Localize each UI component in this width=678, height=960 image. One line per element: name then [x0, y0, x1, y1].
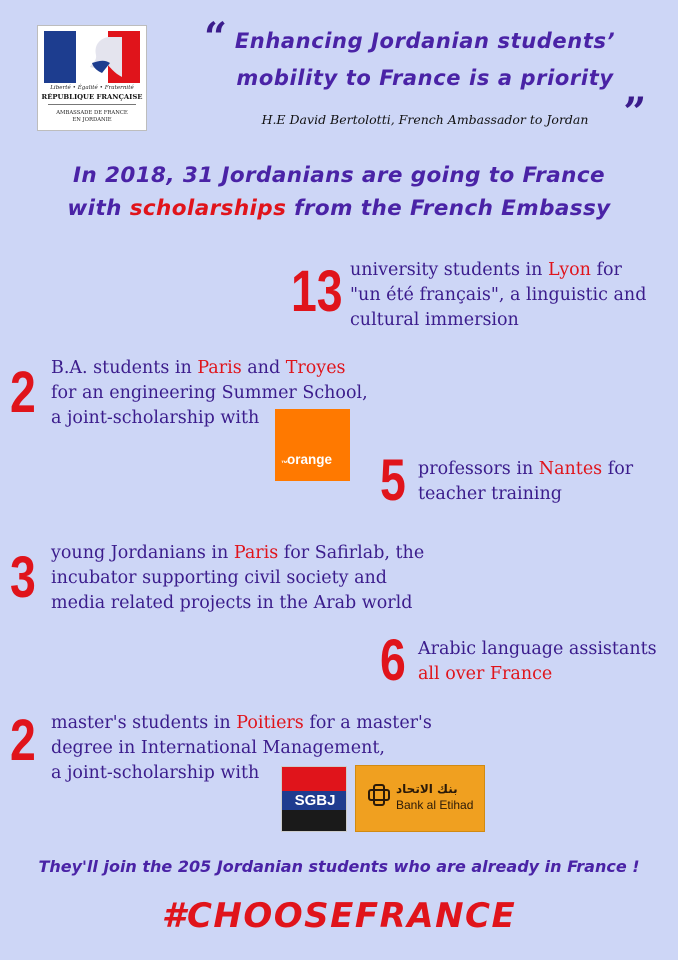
orange-logo-word: orange — [287, 452, 333, 467]
item-paris-troyes-line3: a joint-scholarship with — [51, 408, 260, 428]
hashtag: #CHOOSEFRANCE — [161, 896, 517, 936]
sgbj-logo — [281, 766, 347, 832]
sgbj-logo-text: SGBJ — [282, 791, 347, 810]
city-nantes: Nantes — [538, 459, 603, 479]
item-lyon-line2: "un été français", a linguistic and — [350, 285, 647, 305]
item-desc-assistants — [418, 637, 657, 687]
item-safirlab-line2: incubator supporting civil society and — [51, 568, 387, 588]
quote-line1: Enhancing Jordanian students’ — [234, 29, 616, 53]
item-nantes-pre: professors in — [418, 459, 539, 479]
item-lyon-pre: university students in — [350, 260, 548, 280]
item-paris-troyes-line2: for an engineering Summer School, — [51, 383, 368, 403]
logo-embassy — [38, 110, 146, 124]
footer-text: They'll join the 205 Jordanian students who are already in France ! — [38, 857, 640, 876]
headline-line1: In 2018, 31 Jordanians are going to France — [72, 163, 606, 188]
item-count-poitiers: 2 — [10, 708, 36, 773]
city-paris-safirlab: Paris — [233, 543, 279, 563]
item-poitiers-line3: a joint-scholarship with — [51, 763, 260, 783]
city-poitiers: Poitiers — [236, 713, 304, 733]
item-paris-troyes-line1 — [51, 356, 368, 381]
item-count-safirlab: 3 — [10, 545, 36, 610]
item-poitiers-line2: degree in International Management, — [51, 738, 385, 758]
item-safirlab-pre: young Jordanians in — [51, 543, 234, 563]
item-nantes-line2: teacher training — [418, 484, 562, 504]
embassy-logo — [37, 25, 147, 131]
city-troyes: Troyes — [285, 358, 346, 378]
quote-line2: mobility to France is a priority — [236, 66, 614, 90]
etihad-logo-english: Bank al Etihad — [396, 798, 474, 812]
headline-line2 — [0, 196, 678, 221]
headline-line2-pre: with — [67, 196, 130, 221]
item-lyon-line3: cultural immersion — [350, 310, 519, 330]
item-poitiers-line1 — [51, 711, 432, 736]
logo-republic: RÉPUBLIQUE FRANÇAISE — [41, 93, 143, 101]
logo-embassy-line1: AMBASSADE DE FRANCE — [56, 110, 128, 116]
etihad-emblem-icon — [366, 782, 392, 808]
item-safirlab-post: for Safirlab, the — [278, 543, 425, 563]
item-count-lyon: 13 — [291, 259, 343, 324]
item-poitiers-post: for a master's — [303, 713, 432, 733]
headline-highlight: scholarships — [129, 196, 287, 221]
item-desc-lyon — [350, 258, 646, 333]
city-lyon: Lyon — [547, 260, 591, 280]
item-lyon-post: for — [590, 260, 622, 280]
headline-line2-post: from the French Embassy — [286, 196, 611, 221]
item-desc-safirlab — [51, 541, 424, 616]
orange-logo-text — [281, 452, 333, 474]
quote-open-mark: “ — [204, 14, 228, 61]
city-all-over-france: all over France — [418, 664, 553, 684]
french-flag-marianne-icon — [44, 31, 140, 83]
etihad-logo-arabic: بنك الاتحاد — [396, 782, 458, 796]
item-nantes-post: for — [602, 459, 634, 479]
logo-divider — [48, 104, 136, 105]
logo-embassy-line2: EN JORDANIE — [72, 117, 112, 123]
item-lyon-line1 — [350, 258, 646, 283]
bank-al-etihad-logo — [355, 765, 485, 832]
item-paris-troyes-mid: and — [241, 358, 286, 378]
quote-attribution: H.E David Bertolotti, French Ambassador to Jordan — [261, 112, 589, 127]
item-desc-nantes — [418, 457, 633, 507]
item-safirlab-line3: media related projects in the Arab world — [51, 593, 413, 613]
logo-motto: Liberté • Égalité • Fraternité — [50, 85, 134, 91]
item-safirlab-line1 — [51, 541, 424, 566]
orange-logo — [275, 409, 350, 481]
item-nantes-line1 — [418, 457, 633, 482]
item-poitiers-pre: master's students in — [51, 713, 237, 733]
item-count-paris-troyes: 2 — [10, 360, 36, 425]
item-assistants-line1: Arabic language assistants — [418, 639, 657, 659]
item-count-assistants: 6 — [380, 628, 406, 693]
city-paris: Paris — [197, 358, 242, 378]
orange-logo-tm: ™ — [281, 460, 288, 468]
item-paris-troyes-pre: B.A. students in — [51, 358, 198, 378]
quote-close-mark: „ — [624, 66, 648, 113]
item-count-nantes: 5 — [380, 448, 406, 513]
